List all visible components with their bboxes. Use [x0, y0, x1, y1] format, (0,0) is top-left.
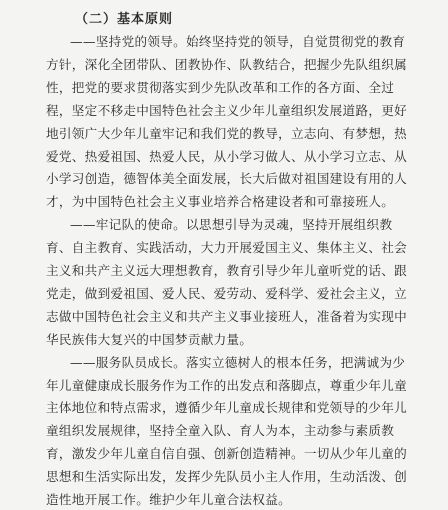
- paragraph-line: 才，为中国特色社会主义事业培养合格建设者和可靠接班人。: [46, 194, 395, 209]
- paragraph-line: 程，坚定不移走中国特色社会主义少年儿童组织发展道路，更好: [46, 103, 408, 118]
- paragraph-line: ——坚持党的领导。始终坚持党的领导，自觉贯彻党的教育: [70, 34, 406, 49]
- paragraph-line: 年儿童健康成长服务作为工作的出发点和落脚点，尊重少年儿童: [46, 378, 408, 393]
- paragraph-line: 党走，做到爱祖国、爱人民、爱劳动、爱科学、爱社会主义，立: [46, 286, 408, 301]
- paragraph-line: 性，把党的要求贯彻落实到少先队改革和工作的各方面、全过: [46, 80, 395, 95]
- paragraph-line: 小学习创造，德智体美全面发展，长大后做对祖国建设有用的人: [46, 171, 408, 186]
- paragraph-line: 爱党、热爱祖国、热爱人民，从小学习做人、从小学习立志、从: [46, 149, 408, 164]
- paragraph-line: 育、自主教育、实践活动，大力开展爱国主义、集体主义、社会: [46, 240, 408, 255]
- paragraph-line: 童组织发展规律，坚持全童入队、育人为本，主动参与素质教: [46, 423, 395, 438]
- section-heading: （二）基本原则: [75, 12, 174, 27]
- paragraph-line: 主义和共产主义远大理想教育，教育引导少年儿童听党的话、跟: [46, 263, 408, 278]
- paragraph-line: 方针，深化全团带队、团教协作、队教结合，把握少先队组织属: [46, 57, 408, 72]
- paragraph-line: 思想和生活实际出发，发挥少先队员小主人作用，生动活泼、创: [46, 469, 408, 484]
- paragraph-line: 志做中国特色社会主义和共产主义事业接班人，准备着为实现中: [46, 309, 408, 324]
- paragraph-line: 地引领广大少年儿童牢记和我们党的教导，立志向、有梦想，热: [46, 126, 408, 141]
- paragraph-line: 育，激发少年儿童自信自强、创新创造精神。一切从少年儿童的: [46, 446, 408, 461]
- paragraph-line: 造性地开展工作。维护少年儿童合法权益。: [46, 492, 291, 507]
- paragraph-line: 华民族伟大复兴的中国梦贡献力量。: [46, 332, 253, 347]
- paragraph-line: ——牢记队的使命。以思想引导为灵魂，坚持开展组织教: [70, 217, 393, 232]
- paragraph-line: ——服务队员成长。落实立德树人的根本任务，把满诚为少: [70, 355, 406, 370]
- paragraph-line: 主体地位和特点需求，遵循少年儿童成长规律和党领导的少年儿: [46, 400, 408, 415]
